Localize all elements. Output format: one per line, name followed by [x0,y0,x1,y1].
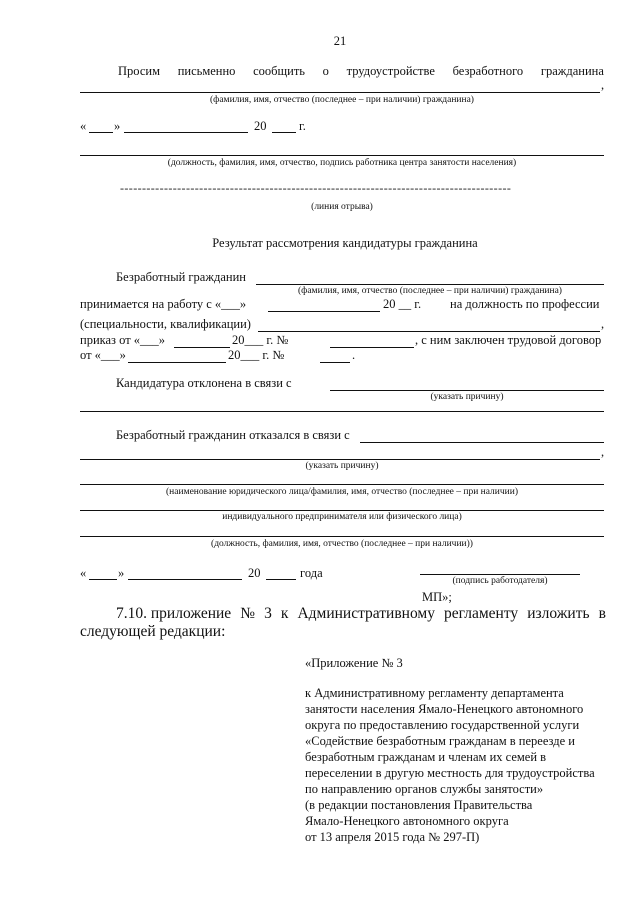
appendix-line: к Административному регламенту департамента [305,686,564,700]
date-year-field[interactable] [272,132,296,133]
amendment-word: изложить [527,605,590,622]
order-text: приказ от «___» [80,333,166,347]
employer-caption-2: индивидуального предпринимателя или физического лица) [222,512,462,522]
appendix-line: занятости населения Ямало-Ненецкого автономного [305,702,584,716]
employer-date-suffix: года [300,566,323,580]
amendment-word: в [598,605,606,622]
rejected-reason-field[interactable] [330,390,604,391]
signature-caption: (подпись работодателя) [452,576,548,586]
specialty-field[interactable] [258,331,600,332]
appendix-line: «Содействие безработным гражданам в переезде и [305,734,575,748]
appendix-line: безработным гражданам и членам их семей в [305,750,547,764]
amendment-line-2: следующей редакции: [80,623,226,640]
employer-date-open: « [80,566,87,580]
refused-caption: (указать причину) [305,461,379,471]
employer-caption-1: (наименование юридического лица/фамилия, имя, отчество (последнее – при наличии) [166,487,518,497]
request-word: Просим [118,64,160,78]
amendment-word: регламенту [444,605,519,622]
date-close-quote: » [114,119,121,133]
amendment-line-1 [116,605,606,623]
employer-caption-3: (должность, фамилия, имя, отчество (последнее – при наличии)) [211,539,473,549]
tear-line: ----------------------------------------------------------------------------------------- [120,181,512,195]
comma: , [601,78,605,92]
fio-field-line[interactable] [80,92,600,93]
hired-month-field[interactable] [268,311,380,312]
specialty-label: (специальности, квалификации) [80,317,251,331]
page-number: 21 [333,34,347,48]
contract-year: 20___ г. № [228,348,285,362]
employer-name-field[interactable] [80,484,604,485]
order-month-field[interactable] [174,347,230,348]
refused-reason-field-2[interactable] [80,459,600,460]
amendment-word: 3 [264,605,272,622]
appendix-line: (в редакции постановления Правительства [305,798,533,812]
amendment-word: 7.10. приложение [116,605,232,622]
employer-date-year-prefix: 20 [248,566,261,580]
contract-text: от «___» [80,348,126,362]
request-word: письменно [177,64,236,78]
refused-label: Безработный гражданин отказался в связи с [116,428,350,442]
request-line [118,64,604,79]
rejected-label: Кандидатура отклонена в связи с [116,376,292,390]
contract-period: . [352,348,356,362]
employer-signature-field[interactable] [420,574,580,575]
order-number-field[interactable] [330,347,414,348]
date-year-suffix: г. [299,119,306,133]
seal-mark: МП»; [422,590,452,604]
employer-date-year-field[interactable] [266,579,296,580]
employee-caption: (должность, фамилия, имя, отчество, подпись работника центра занятости населения) [167,158,517,168]
comma: , [601,317,605,331]
date-year-prefix: 20 [254,119,267,133]
hired-text: принимается на работу с «___» [80,297,247,311]
order-contract-text: , с ним заключен трудовой договор [415,333,602,347]
order-year: 20___ г. № [232,333,289,347]
request-word: гражданина [540,64,604,78]
employer-person-field[interactable] [80,536,604,537]
date-month-field[interactable] [124,132,248,133]
tear-caption: (линия отрыва) [311,202,373,212]
unemployed-fio-field[interactable] [256,284,604,285]
request-word: сообщить [253,64,305,78]
date-day-field[interactable] [89,132,113,133]
comma: , [601,445,605,459]
fio-caption: (фамилия, имя, отчество (последнее – при наличии) гражданина) [210,95,474,105]
employer-date-month-field[interactable] [128,579,242,580]
amendment-word: Административному [297,605,435,622]
employer-name-field-2[interactable] [80,510,604,511]
contract-number-field[interactable] [320,362,350,363]
refused-reason-field[interactable] [360,442,604,443]
hired-position-text: на должность по профессии [450,297,600,311]
amendment-word: к [280,605,289,622]
employee-field-line[interactable] [80,155,604,156]
unemployed-fio-caption: (фамилия, имя, отчество (последнее – при наличии) гражданина) [298,286,562,296]
date-open-quote: « [80,119,87,133]
appendix-line: «Приложение № 3 [305,656,403,670]
appendix-line: округа по предоставлению государственной услуги [305,718,580,732]
employer-date-close: » [118,566,125,580]
appendix-line: по направлению органов службы занятости» [305,782,544,796]
appendix-line: переселении в другую местность для трудоустройства [305,766,595,780]
request-word: трудоустройстве [346,64,435,78]
amendment-word: № [240,605,256,622]
appendix-line: от 13 апреля 2015 года № 297-П) [305,830,480,844]
result-title: Результат рассмотрения кандидатуры гражданина [212,236,478,250]
contract-month-field[interactable] [128,362,226,363]
employer-date-day-field[interactable] [89,579,117,580]
rejected-caption: (указать причину) [430,392,504,402]
request-word: о [322,64,329,78]
request-word: безработного [452,64,524,78]
appendix-line: Ямало-Ненецкого автономного округа [305,814,509,828]
rejected-reason-field-2[interactable] [80,411,604,412]
hired-year: 20 __ г. [383,297,422,311]
unemployed-label: Безработный гражданин [116,270,246,284]
